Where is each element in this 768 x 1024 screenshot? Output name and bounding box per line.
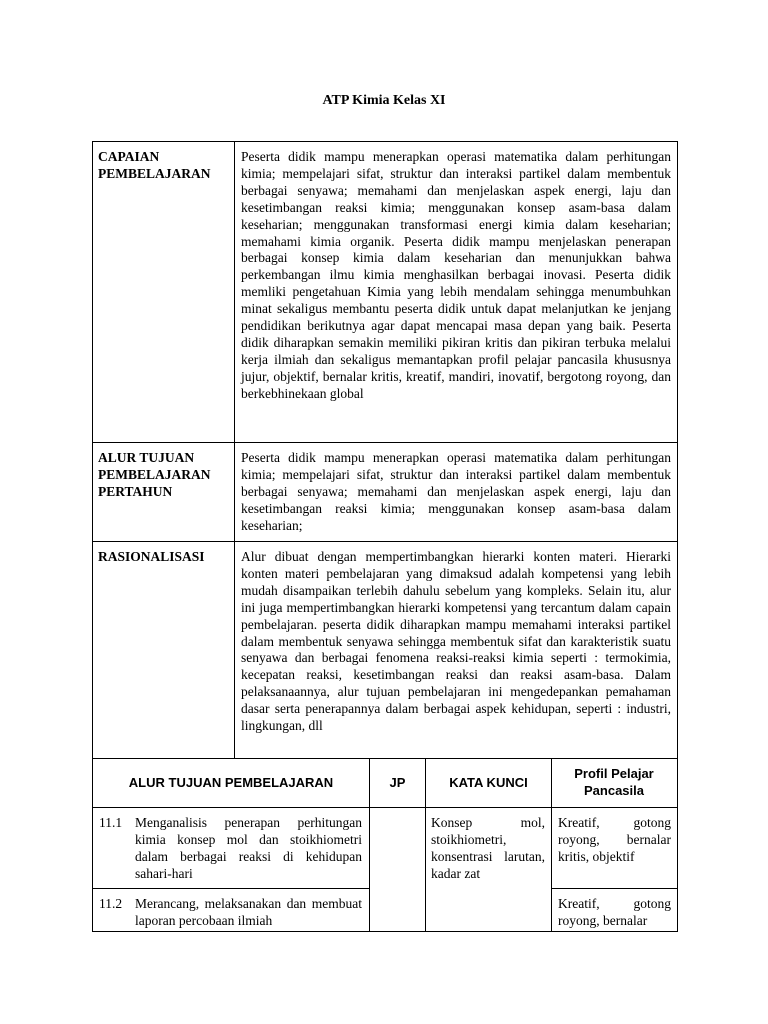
header-profil: Profil Pelajar Pancasila [574,766,654,798]
item-profil: Kreatif, gotong royong, bernalar [558,896,671,928]
capaian-content: Peserta didik mampu menerapkan operasi matematika dalam perhitungan kimia; mempelajari sifat, struktur dan interaksi partikel dalam membentuk berbagai senyawa; memahami dan menjelaskan aspek energi, laju dan kesetimbangan reaksi kimia; menggunakan konsep asam-basa dalam keseharian; menggunakan transformasi energi kimia dalam keseharian; memahami kimia organik. Peserta didik mampu menjelaskan penerapan berbagai konsep kimia dalam keseharian dan menunjukkan bahwa perkembangan ilmu kimia menghasilkan berbagai inovasi. Peserta didik memliki pengetahuan Kimia yang lebih mendalam sehingga menumbuhkan minat sekaligus membantu peserta didik untuk dapat melanjutkan ke jenjang pendidikan berikutnya agar dapat mencapai masa depan yang baik. Peserta didik diharapkan semakin memiliki pikiran kritis dan pikiran terbuka melalui kerja ilmiah dan sekaligus memantapkan profil pelajar pancasila khususnya jujur, objektif, bernalar kritis, kreatif, mandiri, inovatif, bergotong royong, dan berkebhinekaan global [241,149,671,401]
header-jp: JP [389,775,406,790]
capaian-label: CAPAIAN PEMBELAJARAN [98,149,211,181]
row-separator [92,442,678,443]
rasionalisasi-content: Alur dibuat dengan mempertimbangkan hierarki konten materi. Hierarki konten materi pembelajaran yang dimaksud adalah kompetensi yang lebih mudah disampaikan terlebih dahulu sebelum yang kompleks. Selain itu, alur ini juga mempertimbangkan hierarki kompetensi yang tercantum dalam capain pembelajaran. peserta didik diharapkan mampu memahami interaksi partikel dalam membentuk senyawa sehingga membentuk sifat dan karakteristik suatu senyawa dan berbagai fenomena reaksi-reaksi kimia seperti : termokimia, kecepatan reaksi, kesetimbangan reaksi dan reaksi asam-basa. Dalam pelaksanaannya, alur tujuan pembelajaran ini mengedepankan pemahaman dasar serta penerapannya dalam berbagai aspek kehidupan, seperti : industri, lingkungan, dll [241,549,671,734]
header-atp: ALUR TUJUAN PEMBELAJARAN [128,775,334,790]
item-number: 11.1 [99,815,123,830]
row-separator [92,541,678,542]
item-kata-kunci: Konsep mol, stoikhiometri, konsentrasi larutan, kadar zat [431,815,545,881]
item-description: Menganalisis penerapan perhitungan kimia konsep mol dan stoikhiometri dalam berbagai reaksi di kehidupan sahari-hari [135,815,362,881]
atp-header-separator [92,807,678,808]
rasionalisasi-label: RASIONALISASI [98,549,205,564]
alur-pertahun-label: ALUR TUJUAN PEMBELAJARAN PERTAHUN [98,450,211,499]
atp-row-separator [551,888,678,889]
item-profil: Kreatif, gotong royong, bernalar kritis, objektif [558,815,671,864]
document-title: ATP Kimia Kelas XI [322,93,446,108]
item-description: Merancang, melaksanakan dan membuat laporan percobaan ilmiah [135,896,362,928]
alur-pertahun-content: Peserta didik mampu menerapkan operasi matematika dalam perhitungan kimia; mempelajari sifat, struktur dan interaksi partikel dalam membentuk berbagai senyawa; memahami dan menjelaskan aspek energi, laju dan kesetimbangan reaksi kimia; menggunakan konsep asam-basa dalam keseharian; [241,450,671,533]
atp-row-separator [92,888,369,889]
cp-table-divider [234,141,235,759]
atp-col-divider [551,758,552,932]
header-kata-kunci: KATA KUNCI [449,775,528,790]
item-number: 11.2 [99,896,123,911]
